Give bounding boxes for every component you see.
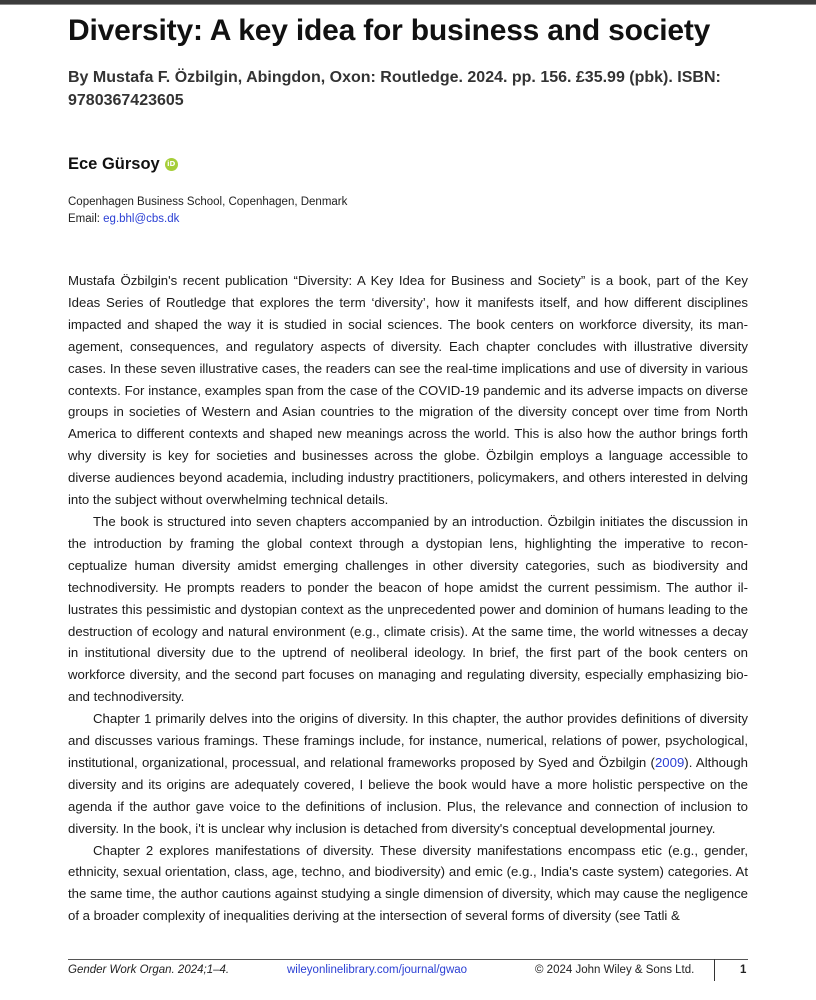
footer-vertical-divider [714,959,715,981]
author-line [68,155,178,174]
email-line [68,211,347,228]
paragraph-3-text-b: ). Although diversity and its origins are adequately covered, I believe the book would have a more holistic perspective on the agenda if the author gave voice to the definitions of inclusion. Plus, the relevance and connection of inclusion to diversity. In the book, i't is unclear why inclusion is detached from diversity's conceptual developmental journey. [68,754,748,836]
author-affiliation-block [68,194,347,228]
article-title: Diversity: A key idea for business and society [68,14,711,47]
email-link[interactable]: eg.bhl@cbs.dk [103,213,180,225]
page-footer [68,964,748,982]
paragraph-3 [68,708,748,839]
author-name: Ece Gürsoy [68,155,160,173]
email-label: Email: [68,213,104,225]
affiliation: Copenhagen Business School, Copenhagen, Denmark [68,196,348,208]
copyright: © 2024 John Wiley & Sons Ltd. [535,964,695,976]
article-body [68,270,748,927]
paragraph-1: Mustafa Özbilgin's recent publication “Diversity: A Key Idea for Business and Society” is a book, part of the Key Ideas Series of Routledge that explores the term ‘diversity’, how it manifests itself, and how different disciplines impacted and shaped the way it is studied in social sciences. The book centers on workforce diversity, its management, consequences, and regulatory aspects of diversity. Each chapter concludes with illustrative diversity cases. In these seven illustrative cases, the readers can see the real-time implications and use of diversity in various contexts. For instance, examples span from the case of the COVID-19 pandemic and its adverse impacts on diverse groups in societies of Western and Asian countries to the migration of the diversity concept over time from North America to different contexts and shaped new meanings across the world. This is also how the author brings forth why diversity is key for societies and businesses across the globe. Özbilgin employs a language accessible to diverse audiences beyond academia, including industry practitioners, policymakers, and others interested in delving into the subject without overwhelming technical details. [68,273,748,508]
book-citation: By Mustafa F. Özbilgin, Abingdon, Oxon: Routledge. 2024. pp. 156. £35.99 (pbk). ISBN: 9780367423605 [68,69,721,109]
journal-url-link[interactable]: wileyonlinelibrary.com/journal/gwao [287,964,468,976]
orcid-icon[interactable]: iD [165,158,178,171]
page-number: 1 [740,964,747,976]
paragraph-4: Chapter 2 explores manifestations of diversity. These diversity manifestations encompass etic (e.g., gender, ethnicity, sexual orientation, class, age, techno, and biodiversity) and emic (e.g., India's caste system) categories. At the same time, the author cautions against studying a single dimension of diversity, which may cause the negligence of a broader complexity of inequalities deriving at the intersection of several forms of diversity (see Tatli & [68,842,748,924]
viewer-top-bar [0,0,816,5]
footer-divider [68,959,748,960]
citation-link-2009[interactable]: 2009 [654,754,685,770]
paragraph-3-text-a: Chapter 1 primarily delves into the origins of diversity. In this chapter, the author provides definitions of diversity and discusses various framings. These framings include, for instance, numerical, relations of power, psychological, institutional, organizational, processual, and relational frameworks proposed by Syed and Özbilgin ( [68,711,748,770]
paragraph-2: The book is structured into seven chapters accompanied by an introduction. Özbilgin initiates the discussion in the introduction by framing the global context through a dystopian lens, highlighting the imperative to reconceptualize human diversity amidst emerging challenges in other diversity categories, such as biodiversity and technodiversity. He prompts readers to ponder the beacon of hope amidst the current pessimism. The author illustrates this pessimistic and dystopian context as the unprecedented power and dominion of humans leading to the destruction of ecology and natural environment (e.g., climate crisis). At the same time, the world witnesses a decay in institutional diversity due to the uptrend of neoliberal ideology. In brief, the first part of the book centers on workforce diversity, and the second part focuses on managing and regulating diversity, especially emphasizing bio- and technodiversity. [68,513,748,705]
journal-citation: Gender Work Organ. 2024;1–4. [68,964,230,976]
